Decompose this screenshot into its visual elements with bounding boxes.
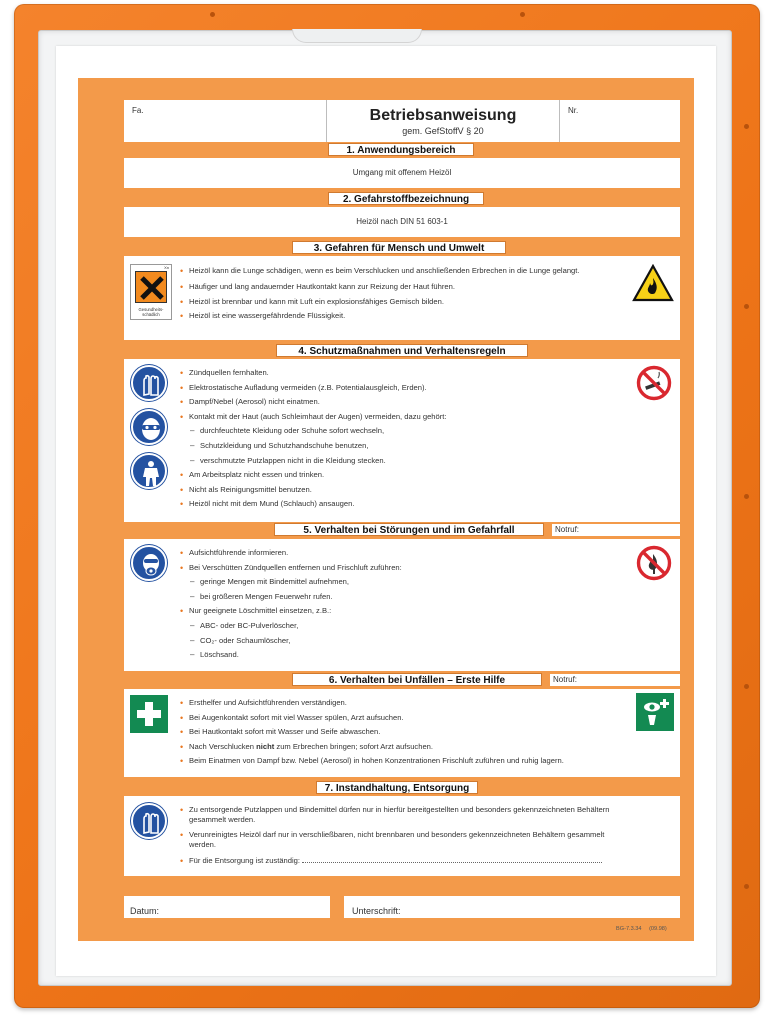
list-item: • Kontakt mit der Haut (auch Schleimhaut der Augen) vermeiden, dazu gehört: bbox=[180, 410, 620, 425]
list-item: • Am Arbeitsplatz nicht essen und trinken. bbox=[180, 468, 620, 483]
list-item: • Ersthelfer und Aufsichtführenden verständigen. bbox=[180, 696, 636, 711]
section-3-list bbox=[180, 265, 628, 324]
document-title: Betriebsanweisung bbox=[369, 107, 517, 124]
eye-wash-icon bbox=[636, 693, 674, 731]
list-item-emphasis: nicht bbox=[256, 741, 275, 751]
list-subitem: – durchfeuchtete Kleidung oder Schuhe sofort wechseln, bbox=[180, 424, 620, 439]
document-subtitle: gem. GefStoffV § 20 bbox=[402, 126, 484, 136]
operating-instructions-document bbox=[78, 78, 694, 941]
no-open-flame-icon bbox=[636, 545, 672, 581]
list-item-text: zum Erbrechen bringen; sofort Arzt aufsuchen. bbox=[276, 741, 434, 751]
section-4-title: 4. Schutzmaßnahmen und Verhaltensregeln bbox=[276, 344, 528, 357]
datum-field[interactable] bbox=[124, 896, 330, 918]
section-5-title: 5. Verhalten bei Störungen und im Gefahrfall bbox=[274, 523, 544, 536]
section-5-list bbox=[180, 546, 620, 663]
disposal-responsible-field[interactable] bbox=[302, 855, 602, 863]
list-item: • Elektrostatische Aufladung vermeiden (z.B. Potentialausgleich, Erden). bbox=[180, 381, 620, 396]
section-6-notruf-field: Notruf: bbox=[550, 674, 680, 686]
list-subitem: – ABC- oder BC-Pulverlöscher, bbox=[180, 619, 620, 634]
list-item bbox=[180, 854, 628, 869]
list-item: • Dampf/Nebel (Aerosol) nicht einatmen. bbox=[180, 395, 620, 410]
list-subitem: – geringe Mengen mit Bindemittel aufnehmen, bbox=[180, 575, 620, 590]
hazard-top-label: Xn bbox=[164, 265, 169, 270]
fa-label: Fa. bbox=[132, 106, 144, 115]
section-6-title: 6. Verhalten bei Unfällen – Erste Hilfe bbox=[292, 673, 542, 686]
first-aid-icon bbox=[130, 695, 168, 733]
section-5-notruf-field: Notruf: bbox=[552, 524, 680, 536]
frame-hole bbox=[520, 12, 525, 17]
frame-hole bbox=[744, 304, 749, 309]
section-4-list bbox=[180, 366, 620, 512]
list-item: • Heizöl kann die Lunge schädigen, wenn es beim Verschlucken und anschließenden Erbrechen in die Lunge gelangt. bbox=[180, 265, 628, 280]
list-item: • Nicht als Reinigungsmittel benutzen. bbox=[180, 483, 620, 498]
section-3-title: 3. Gefahren für Mensch und Umwelt bbox=[292, 241, 506, 254]
section-2-title: 2. Gefahrstoffbezeichnung bbox=[328, 192, 484, 205]
respirator-mask-icon bbox=[131, 545, 167, 581]
hazard-label: Gesundheits-schädlich bbox=[138, 307, 164, 317]
list-item: • Bei Hautkontakt sofort mit Wasser und Seife abwaschen. bbox=[180, 725, 636, 740]
section-6-body bbox=[124, 689, 680, 777]
section-3-body bbox=[124, 256, 680, 340]
fa-cell bbox=[124, 100, 327, 142]
list-item bbox=[180, 740, 636, 755]
title-cell bbox=[327, 100, 560, 142]
list-subitem: – verschmutzte Putzlappen nicht in die Kleidung stecken. bbox=[180, 454, 620, 469]
list-item: • Bei Verschütten Zündquellen entfernen und Frischluft zuführen: bbox=[180, 561, 620, 576]
frame-hole bbox=[744, 124, 749, 129]
list-item: • Bei Augenkontakt sofort mit viel Wasser spülen, Arzt aufsuchen. bbox=[180, 711, 636, 726]
disposal-responsible-label: Für die Entsorgung ist zuständig: bbox=[189, 856, 301, 865]
document-code bbox=[616, 926, 667, 932]
unterschrift-field[interactable] bbox=[344, 896, 680, 918]
list-item-text: Nach Verschlucken bbox=[189, 741, 255, 751]
list-item: • Beim Einatmen von Dampf bzw. Nebel (Aerosol) in hohen Konzentrationen Frischluft zuführen und ruhig lagern. bbox=[180, 754, 636, 769]
protective-gloves-icon bbox=[131, 803, 167, 839]
section-2-body bbox=[124, 207, 680, 237]
protective-clothing-icon bbox=[131, 453, 167, 489]
face-shield-icon bbox=[131, 409, 167, 445]
orange-hazard-square bbox=[135, 271, 167, 303]
section-1-body bbox=[124, 158, 680, 188]
sleeve-notch bbox=[292, 29, 422, 43]
list-item: • Heizöl nicht mit dem Mund (Schlauch) ansaugen. bbox=[180, 497, 620, 512]
x-cross-icon bbox=[136, 272, 168, 304]
section-5-body bbox=[124, 539, 680, 671]
list-item: • Zu entsorgende Putzlappen und Bindemittel dürfen nur in hierfür bereitgestellten und besonders gekennzeichneten Behältern gesammelt werden. bbox=[180, 804, 628, 829]
list-subitem: – Löschsand. bbox=[180, 648, 620, 663]
document-header bbox=[124, 100, 680, 142]
frame-hole bbox=[744, 494, 749, 499]
section-7-title: 7. Instandhaltung, Entsorgung bbox=[316, 781, 478, 794]
document-code-date: (09.98) bbox=[649, 926, 667, 932]
list-item: • Verunreinigtes Heizöl darf nur in verschließbaren, nicht brennbaren und besonders gekennzeichneten Behältern gesammelt werden. bbox=[180, 829, 628, 854]
list-item: • Heizöl ist brennbar und kann mit Luft ein explosionsfähiges Gemisch bilden. bbox=[180, 295, 628, 310]
nr-label: Nr. bbox=[568, 106, 579, 115]
document-code-number: BG-7.3.34 bbox=[616, 926, 642, 932]
list-item: • Aufsichtführende informieren. bbox=[180, 546, 620, 561]
section-2-text: Heizöl nach DIN 51 603-1 bbox=[356, 217, 448, 226]
no-smoking-icon bbox=[636, 365, 672, 401]
list-item: • Zündquellen fernhalten. bbox=[180, 366, 620, 381]
list-item: • Nur geeignete Löschmittel einsetzen, z.B.: bbox=[180, 604, 620, 619]
section-4-body bbox=[124, 359, 680, 522]
section-1-text: Umgang mit offenem Heizöl bbox=[352, 168, 452, 177]
list-item: • Heizöl ist eine wassergefährdende Flüssigkeit. bbox=[180, 309, 628, 324]
harmful-hazard-symbol bbox=[130, 264, 172, 320]
list-subitem: – CO₂- oder Schaumlöscher, bbox=[180, 634, 620, 649]
frame-hole bbox=[210, 12, 215, 17]
frame-hole bbox=[744, 684, 749, 689]
frame-hole bbox=[744, 884, 749, 889]
list-subitem: – Schutzkleidung und Schutzhandschuhe benutzen, bbox=[180, 439, 620, 454]
protective-gloves-icon bbox=[131, 365, 167, 401]
nr-cell bbox=[560, 100, 680, 142]
unterschrift-label: Unterschrift: bbox=[352, 906, 401, 916]
section-7-list bbox=[180, 804, 628, 869]
list-subitem: – bei größeren Mengen Feuerwehr rufen. bbox=[180, 590, 620, 605]
section-1-title: 1. Anwendungsbereich bbox=[328, 143, 474, 156]
section-6-list bbox=[180, 696, 636, 769]
datum-label: Datum: bbox=[130, 906, 160, 916]
flammable-warning-icon bbox=[632, 264, 674, 302]
list-item: • Häufiger und lang andauernder Hautkontakt kann zur Reizung der Haut führen. bbox=[180, 280, 628, 295]
section-7-body bbox=[124, 796, 680, 876]
